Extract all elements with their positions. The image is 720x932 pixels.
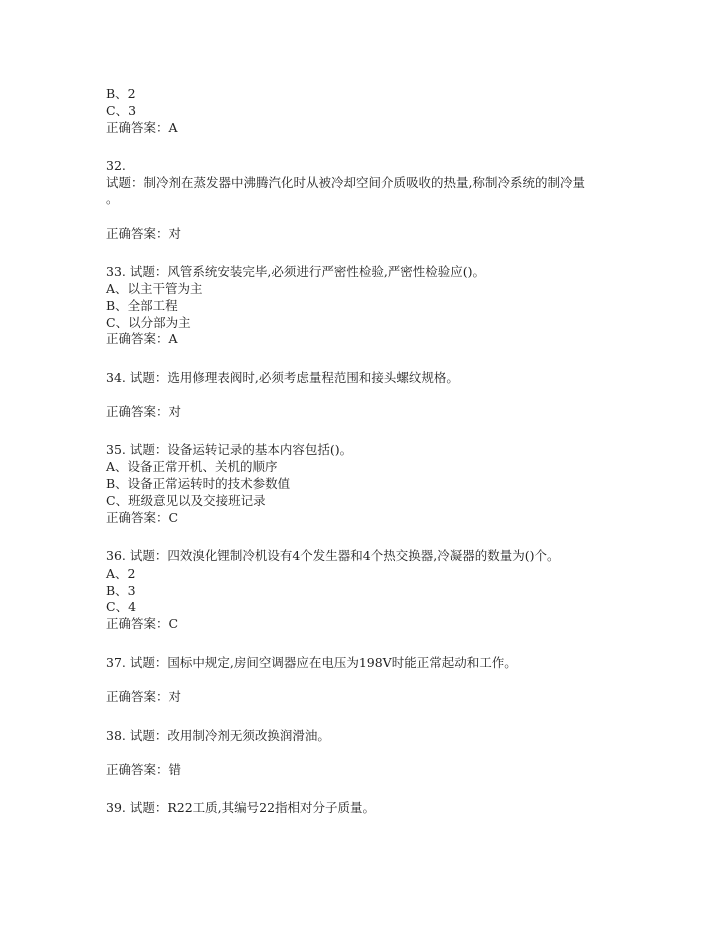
question-35-text: 35. 试题：设备运转记录的基本内容包括()。 xyxy=(106,442,353,457)
question-35-option-b: B、设备正常运转时的技术参数值 xyxy=(106,476,291,491)
question-37-text: 37. 试题：国标中规定,房间空调器应在电压为198V时能正常起动和工作。 xyxy=(106,655,517,670)
answer-35: 正确答案：C xyxy=(106,510,179,525)
option-b-line: B、2 xyxy=(106,86,136,101)
question-36-option-c: C、4 xyxy=(106,599,137,614)
answer-32: 正确答案：对 xyxy=(106,226,182,241)
question-39-text: 39. 试题：R22工质,其编号22指相对分子质量。 xyxy=(106,800,376,815)
question-35-option-a: A、设备正常开机、关机的顺序 xyxy=(106,459,278,474)
answer-38: 正确答案：错 xyxy=(106,762,182,777)
answer-36: 正确答案：C xyxy=(106,616,179,631)
answer-34: 正确答案：对 xyxy=(106,404,182,419)
answer-33: 正确答案：A xyxy=(106,331,178,346)
answer-37: 正确答案：对 xyxy=(106,689,182,704)
question-32-text-cont: 。 xyxy=(106,191,119,206)
option-c-line: C、3 xyxy=(106,103,137,118)
question-36-text: 36. 试题：四效溴化锂制冷机设有4个发生器和4个热交换器,冷凝器的数量为()个。 xyxy=(106,548,560,563)
question-34-text: 34. 试题：选用修理表阀时,必须考虑量程范围和接头螺纹规格。 xyxy=(106,370,459,385)
question-33-option-c: C、以分部为主 xyxy=(106,315,191,330)
question-33-option-b: B、全部工程 xyxy=(106,298,178,313)
question-33-option-a: A、以主干管为主 xyxy=(106,281,203,296)
question-36-option-a: A、2 xyxy=(106,566,136,581)
question-number-32: 32. xyxy=(106,158,126,173)
question-36-option-b: B、3 xyxy=(106,583,136,598)
question-35-option-c: C、班级意见以及交接班记录 xyxy=(106,493,266,508)
question-38-text: 38. 试题：改用制冷剂无须改换润滑油。 xyxy=(106,728,330,743)
question-32-text: 试题：制冷剂在蒸发器中沸腾汽化时从被冷却空间介质吸收的热量,称制冷系统的制冷量 xyxy=(106,175,585,190)
question-33-text: 33. 试题：风管系统安装完毕,必须进行严密性检验,严密性检验应()。 xyxy=(106,264,486,279)
answer-line: 正确答案：A xyxy=(106,120,178,135)
